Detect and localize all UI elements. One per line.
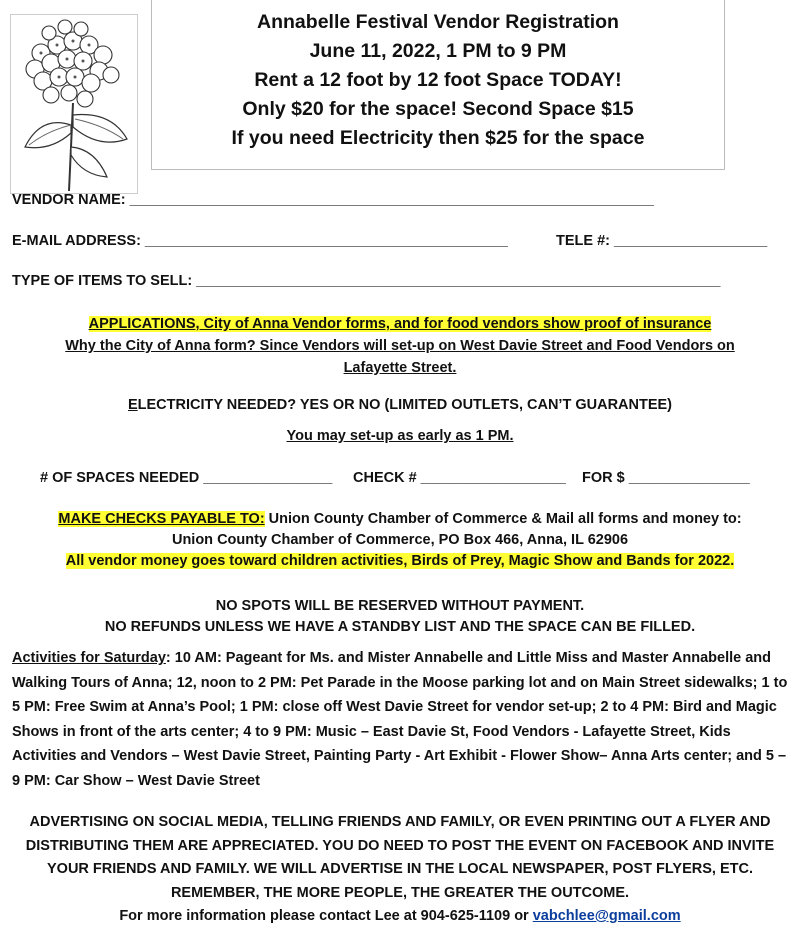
event-date: June 11, 2022, 1 PM to 9 PM <box>309 40 567 62</box>
vendor-name-field[interactable]: VENDOR NAME: _________________________________________________________________ <box>12 192 654 208</box>
advertising-paragraph: ADVERTISING ON SOCIAL MEDIA, TELLING FRIENDS AND FAMILY, OR EVEN PRINTING OUT A FLYER AND DISTRIBUTING THEM ARE APPRECIATED. YOU DO NEED TO POST THE EVENT ON FACEBOOK AND INVITE YOUR FRIENDS AND FAMILY. WE WILL ADVERTISE IN THE LOCAL NEWSPAPER, POST FLYERS, ETC. REMEMBER, THE MORE PEOPLE, THE GREATER THE OUTCOME. <box>25 814 775 901</box>
check-number-field[interactable]: CHECK # __________________ <box>353 470 566 486</box>
rent-space-line: Rent a 12 foot by 12 foot Space TODAY! <box>254 69 622 91</box>
why-form-line1: Why the City of Anna form? Since Vendors will set-up on West Davie Street and Food Vendors on <box>65 338 735 354</box>
money-use-highlight: All vendor money goes toward children activities, Birds of Prey, Magic Show and Bands for 2022. <box>65 553 735 569</box>
header-box <box>151 0 725 170</box>
contact-line <box>0 908 800 924</box>
no-spots-notice: NO SPOTS WILL BE RESERVED WITHOUT PAYMENT. <box>215 598 585 614</box>
items-to-sell-field[interactable]: TYPE OF ITEMS TO SELL: _________________________________________________________________ <box>12 273 721 289</box>
spaces-needed-field[interactable]: # OF SPACES NEEDED ________________ <box>40 470 333 486</box>
mailing-address: Union County Chamber of Commerce, PO Box 466, Anna, IL 62906 <box>171 532 629 548</box>
no-refunds-notice: NO REFUNDS UNLESS WE HAVE A STANDBY LIST AND THE SPACE CAN BE FILLED. <box>104 619 696 635</box>
activities-text: : 10 AM: Pageant for Ms. and Mister Annabelle and Little Miss and Master Annabelle and Walking Tours of Anna; 12, noon to 2 PM: Pet Parade in the Moose parking lot and on Main Street sidewalks; 1 to 5 PM: Free Swim at Anna’s Pool; 1 PM: close off West Davie Street for vendor set-up; 2 to 4 PM: Bird and Magic Shows in front of the arts center; 4 to 9 PM: Music – East Davie St, Food Vendors - Lafayette Street, Kids Activities and Vendors – West Davie Street, Painting Party - Art Exhibit - Flower Show– Anna Arts center; and 5 – 9 PM: Car Show – West Davie Street <box>12 650 788 789</box>
electricity-rest: LECTRICITY NEEDED? YES OR NO (LIMITED OUTLETS, CAN’T GUARANTEE) <box>137 397 673 413</box>
contact-text: For more information please contact Lee at 904-625-1109 or <box>119 908 533 924</box>
price-line: Only $20 for the space! Second Space $15 <box>242 98 634 120</box>
telephone-field[interactable]: TELE #: ___________________ <box>556 233 768 249</box>
flower-drawing <box>11 15 137 193</box>
payable-text: Union County Chamber of Commerce & Mail all forms and money to: <box>264 511 742 527</box>
applications-highlight: APPLICATIONS, City of Anna Vendor forms, and for food vendors show proof of insurance <box>88 316 712 332</box>
activities-paragraph <box>12 646 794 793</box>
hydrangea-illustration <box>10 14 138 194</box>
payable-line <box>0 511 800 527</box>
money-use-line <box>0 553 800 569</box>
electricity-needed-line <box>0 397 800 413</box>
electricity-initial: E <box>127 397 138 413</box>
email-field[interactable]: E-MAIL ADDRESS: _____________________________________________ <box>12 233 508 249</box>
amount-field[interactable]: FOR $ _______________ <box>582 470 750 486</box>
activities-label: Activities for Saturday <box>12 650 166 666</box>
payable-label: MAKE CHECKS PAYABLE TO: <box>58 511 265 527</box>
event-title: Annabelle Festival Vendor Registration <box>257 11 619 33</box>
applications-line <box>0 316 800 332</box>
contact-email-link[interactable]: vabchlee@gmail.com <box>532 908 681 924</box>
setup-time-line: You may set-up as early as 1 PM. <box>286 428 514 444</box>
why-form-line2: Lafayette Street. <box>343 360 457 376</box>
electricity-price-line: If you need Electricity then $25 for the space <box>231 127 645 149</box>
